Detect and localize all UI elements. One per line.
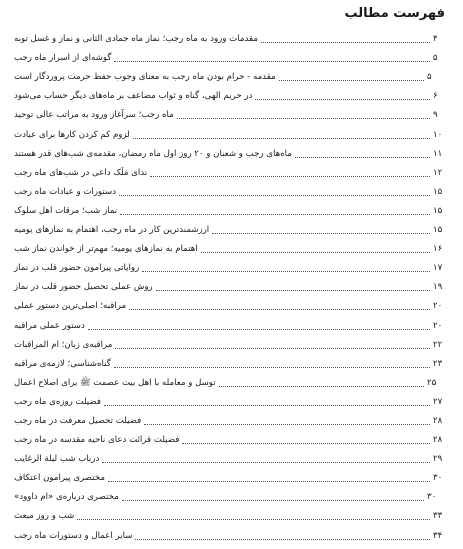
dot-leader [114, 60, 430, 62]
toc-entry[interactable] [14, 313, 445, 332]
toc-entry-title: ماه رجب؛ سرآغاز ورود به مراتب عالی توحید [14, 110, 174, 121]
toc-entry[interactable] [14, 485, 445, 504]
dot-leader [119, 194, 430, 196]
toc-entry-page-number: ۹ [433, 110, 438, 121]
toc-entry-title: دستورات و عبادات ماه رجب [14, 186, 117, 197]
dot-leader [295, 156, 430, 158]
toc-entry-page-number: ۲۲ [433, 339, 443, 350]
toc-entry-title: نماز شب؛ مرقات اهل سلوک [14, 205, 118, 216]
toc-entry-title: فضیلت روزه‌ی ماه رجب [14, 396, 101, 407]
toc-entry-title: فضیلت تحصیل معرفت در ماه رجب [14, 415, 142, 426]
toc-entry-page-number: ۳۴ [433, 530, 443, 541]
toc-entry[interactable] [14, 390, 445, 409]
toc-entry-page-number: ۱۷ [433, 263, 443, 274]
toc-entry-page-number: ۲۰ [433, 301, 443, 312]
toc-entry[interactable] [14, 428, 445, 447]
toc-entry[interactable] [14, 275, 445, 294]
dot-leader [219, 385, 424, 387]
toc-entry-page-number: ۲۸ [433, 435, 443, 446]
dot-leader [156, 289, 430, 291]
dot-leader [122, 499, 424, 501]
dot-leader [150, 175, 430, 177]
toc-entry[interactable] [14, 333, 445, 352]
toc-entry-title: در حریم الهی، گناه و ثواب مضاعف بر ماه‌های دیگر حساب می‌شود [14, 91, 253, 102]
toc-entry[interactable] [14, 504, 445, 523]
toc-entry-title: ندای مَلَک داعی در شب‌های ماه رجب [14, 167, 148, 178]
toc-entry-page-number: ۱۲ [433, 167, 443, 178]
dot-leader [120, 213, 430, 215]
dot-leader [261, 41, 430, 43]
toc-entry[interactable] [14, 180, 445, 199]
toc-entry-title: دستور عملی مراقبه [14, 320, 85, 331]
toc-entry[interactable] [14, 27, 445, 46]
toc-entry[interactable] [14, 65, 445, 84]
dot-leader [201, 251, 430, 253]
dot-leader [177, 117, 430, 119]
toc-entry-page-number: ۱۵ [433, 225, 443, 236]
toc-entry-title: مراقبه‌ی زبان؛ ام المراقبات [14, 339, 113, 350]
dot-leader [102, 461, 430, 463]
dot-leader [129, 308, 430, 310]
toc-entry[interactable] [14, 237, 445, 256]
toc-entry[interactable] [14, 447, 445, 466]
toc-entry[interactable] [14, 122, 445, 141]
toc-entry-title: ارزشمندترین کار در ماه رجب، اهتمام به نمازهای یومیه [14, 225, 210, 236]
dot-leader [115, 347, 430, 349]
toc-entry[interactable] [14, 46, 445, 65]
toc-entry-page-number: ۱۱ [433, 148, 443, 159]
toc-entry-page-number: ۶ [433, 91, 438, 102]
toc-entry-title: فضیلت قرائت دعای ناحیه مقدسه در ماه رجب [14, 435, 180, 446]
toc-entry-title: گناه‌شناسی؛ لازمه‌ی مراقبه [14, 358, 111, 369]
toc-entry-title: اهتمام به نمازهای یومیه؛ مهم‌تر از خواندن نماز شب [14, 244, 198, 255]
dot-leader [77, 518, 430, 520]
toc-entry[interactable] [14, 218, 445, 237]
toc-entry[interactable] [14, 256, 445, 275]
dot-leader [279, 79, 424, 81]
toc-entry-page-number: ۵ [433, 53, 438, 64]
toc-entry-page-number: ۳۰ [427, 492, 437, 503]
toc-entry-page-number: ۱۶ [433, 244, 443, 255]
toc-entry-page-number: ۲۹ [433, 454, 443, 465]
toc-entry-title: گوشه‌ای از اسرار ماه رجب [14, 53, 112, 64]
dot-leader [255, 98, 430, 100]
toc-entry[interactable] [14, 294, 445, 313]
toc-entry[interactable] [14, 142, 445, 161]
toc-entry-title: مراقبه؛ اصلی‌ترین دستور عملی [14, 301, 127, 312]
toc-entry-page-number: ۳۰ [433, 473, 443, 484]
toc-entry-title: لزوم کم کردن کارها برای عبادت [14, 129, 130, 140]
dot-leader [104, 404, 430, 406]
page-title: فهرست مطالب [344, 6, 445, 21]
toc-entry-page-number: ۲۳ [433, 358, 443, 369]
toc-entry-title: سایر اعمال و دستورات ماه رجب [14, 530, 133, 541]
toc-entry-title: مقدمه - حرام بودن ماه رجب به معنای وجوب حفظ حرمت پروردگار است [14, 72, 276, 83]
toc-entry-page-number: ۱۵ [433, 205, 443, 216]
toc-entry-title: مقدمات ورود به ماه رجب؛ نماز ماه جمادی الثانی و نماز و غسل توبه [14, 34, 258, 45]
toc-entry-page-number: ۳۳ [433, 511, 443, 522]
toc-entry-page-number: ۲۰ [433, 320, 443, 331]
toc-entry[interactable] [14, 409, 445, 428]
toc-entry-title: روش عملی تحصیل حضور قلب در نماز [14, 282, 153, 293]
toc-entry-title: توسل و معامله با اهل بیت عصمت ﷺ برای اصلاح اعمال [14, 377, 216, 388]
table-of-contents [14, 27, 445, 543]
toc-entry[interactable] [14, 523, 445, 542]
toc-entry-title: درباب شب لیلة الرغایب [14, 454, 100, 465]
toc-entry-page-number: ۱۰ [433, 129, 443, 140]
toc-entry-page-number: ۲۸ [433, 415, 443, 426]
toc-entry-title: مختصری پیرامون اعتکاف [14, 473, 105, 484]
dot-leader [144, 423, 430, 425]
toc-entry[interactable] [14, 371, 445, 390]
toc-entry-title: روایاتی پیرامون حضور قلب در نماز [14, 263, 140, 274]
toc-entry[interactable] [14, 103, 445, 122]
dot-leader [108, 480, 430, 482]
toc-entry-title: شب و روز مبعث [14, 511, 75, 522]
toc-entry[interactable] [14, 84, 445, 103]
toc-entry[interactable] [14, 466, 445, 485]
toc-entry[interactable] [14, 199, 445, 218]
toc-entry-title: ماه‌های رجب و شعبان و ۲۰ روز اول ماه رمضان، مقدمه‌ی شب‌های قدر هستند [14, 148, 292, 159]
toc-entry-page-number: ۴ [433, 34, 438, 45]
dot-leader [88, 328, 430, 330]
toc-entry-page-number: ۱۵ [433, 186, 443, 197]
toc-entry-page-number: ۲۷ [433, 396, 443, 407]
toc-entry-title: مختصری درباره‌ی «ام داوود» [14, 492, 119, 503]
dot-leader [135, 538, 430, 540]
toc-entry[interactable] [14, 352, 445, 371]
toc-entry-page-number: ۱۹ [433, 282, 443, 293]
toc-entry[interactable] [14, 161, 445, 180]
dot-leader [142, 270, 430, 272]
toc-entry-page-number: ۲۵ [427, 377, 437, 388]
dot-leader [133, 137, 430, 139]
dot-leader [114, 366, 430, 368]
dot-leader [212, 232, 430, 234]
dot-leader [182, 442, 430, 444]
toc-entry-page-number: ۵ [427, 72, 432, 83]
